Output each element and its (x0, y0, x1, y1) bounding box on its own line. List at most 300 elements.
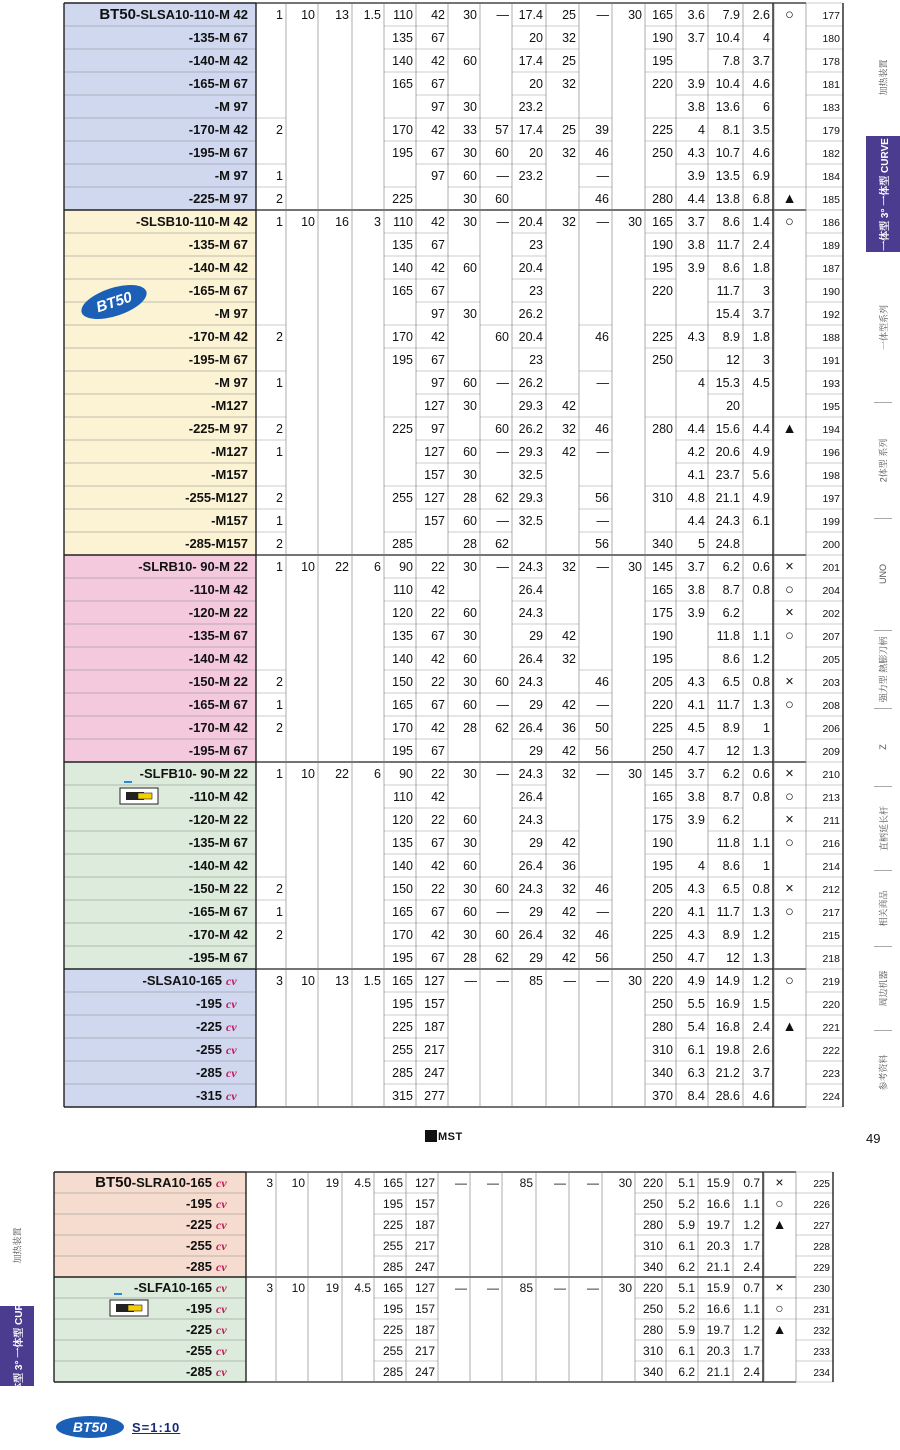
table-cell: 67 (431, 698, 445, 712)
table-cell: 183 (822, 102, 840, 114)
table-cell: 220 (652, 974, 673, 988)
table-cell: 145 (652, 560, 673, 574)
table-cell: 250 (652, 353, 673, 367)
table-cell: 1.5 (752, 997, 770, 1011)
product-name: -165-M 67 (188, 904, 248, 919)
table-cell: — (496, 767, 509, 781)
table-cell: 60 (463, 652, 477, 666)
table-cell: 181 (822, 79, 840, 91)
product-name: -285 (195, 1065, 222, 1080)
table-cell: 15.4 (715, 307, 740, 321)
table-cell: 22 (431, 675, 445, 689)
product-name: -195-M 67 (188, 743, 248, 758)
table-cell: 19 (325, 1176, 339, 1190)
table-cell: 150 (392, 675, 413, 689)
table-cell: 4.4 (752, 422, 770, 436)
table-cell: 1.4 (752, 215, 770, 229)
side-tab[interactable]: 一体型系列 (878, 304, 889, 350)
table-cell: 22 (431, 882, 445, 896)
product-name: -SLFA10-165 (133, 1280, 212, 1295)
table-cell: 340 (652, 1066, 673, 1080)
table-cell: ○ (785, 697, 794, 713)
table-cell: 250 (652, 146, 673, 160)
table-cell: 13 (335, 974, 349, 988)
table-cell: 310 (642, 1344, 663, 1358)
table-cell: 29.3 (518, 491, 543, 505)
table-cell: 3.8 (687, 100, 705, 114)
table-cell: 200 (822, 539, 840, 551)
table-cell: 8.6 (722, 215, 740, 229)
table-cell: 85 (519, 1176, 533, 1190)
table-cell: 211 (823, 815, 840, 827)
table-cell: 255 (382, 1239, 403, 1253)
table-cell: 6.2 (678, 1260, 695, 1274)
table-cell: 2.4 (752, 238, 770, 252)
table-cell: 4.5 (354, 1281, 371, 1295)
table-cell: 6 (374, 560, 381, 574)
table-cell: — (596, 767, 609, 781)
cv-mark: cv (216, 1260, 227, 1274)
product-name: -M127 (211, 444, 248, 459)
table-cell: 30 (463, 468, 477, 482)
table-cell: 24.3 (518, 813, 543, 827)
product-name: -170-M 42 (188, 329, 248, 344)
cv-mark: cv (216, 1197, 227, 1211)
table-cell: 36 (562, 859, 576, 873)
side-tab[interactable]: 2体型 系列 (878, 438, 889, 482)
table-cell: 5 (698, 537, 705, 551)
table-cell: 127 (424, 445, 445, 459)
side-tab[interactable]: 一体型 3° 一体型 CURVE (866, 136, 900, 252)
product-name: -135-M 67 (188, 628, 248, 643)
table-cell: — (496, 514, 509, 528)
table-cell: 3 (763, 353, 770, 367)
table-cell: 15.9 (706, 1176, 730, 1190)
table-cell: 157 (424, 997, 445, 1011)
table-cell: 170 (392, 123, 413, 137)
table-cell: 4.8 (687, 491, 705, 505)
table-cell: 127 (424, 399, 445, 413)
table-cell: 23.2 (518, 169, 543, 183)
product-name: -285 (185, 1259, 212, 1274)
product-name: -SLRB10- 90-M 22 (138, 559, 248, 574)
table-cell: — (587, 1176, 599, 1190)
table-cell: 42 (431, 261, 445, 275)
table-cell: 0.6 (752, 767, 770, 781)
table-cell: — (596, 560, 609, 574)
table-cell: 165 (652, 583, 673, 597)
table-cell: 220 (652, 698, 673, 712)
table-cell: 60 (495, 675, 509, 689)
table-cell: 196 (822, 447, 840, 459)
table-cell: 3.7 (752, 1066, 770, 1080)
table-cell: 28 (463, 491, 477, 505)
table-cell: — (487, 1176, 499, 1190)
side-tab[interactable]: 周边机器 (878, 969, 889, 1007)
table-cell: 1.3 (752, 744, 770, 758)
table-cell: 13 (335, 8, 349, 22)
table-cell: 197 (822, 493, 840, 505)
scale-label: S=1:10 (132, 1420, 181, 1435)
side-tab[interactable]: 强力型 熱膨刀柄 (878, 636, 889, 702)
table-cell: 67 (431, 77, 445, 91)
table-cell: — (496, 560, 509, 574)
product-name: -285 (185, 1364, 212, 1379)
table-cell: ○ (785, 582, 794, 598)
table-cell: 20 (529, 31, 543, 45)
product-name: -110-M 42 (189, 789, 248, 804)
product-name: -M157 (211, 513, 248, 528)
table-cell: 195 (392, 744, 413, 758)
table-cell: 205 (652, 882, 673, 896)
table-cell: 2.4 (752, 1020, 770, 1034)
table-cell: 220 (642, 1176, 663, 1190)
table-cell: 42 (562, 399, 576, 413)
table-cell: 1 (276, 560, 283, 574)
product-name: -285-M157 (185, 536, 248, 551)
table-cell: 46 (595, 330, 609, 344)
table-cell: 140 (392, 652, 413, 666)
table-cell: 202 (822, 608, 840, 620)
table-cell: — (496, 376, 509, 390)
cv-mark: cv (216, 1365, 227, 1379)
table-cell: 6.2 (722, 606, 740, 620)
table-cell: 28 (463, 951, 477, 965)
page-number: 49 (866, 1131, 881, 1146)
table-cell: 16 (335, 215, 349, 229)
table-cell: 157 (424, 514, 445, 528)
cv-mark: cv (216, 1281, 227, 1295)
table-cell: 62 (495, 537, 509, 551)
table-cell: 24.3 (518, 767, 543, 781)
table-cell: 60 (495, 422, 509, 436)
table-cell: 0.8 (752, 790, 770, 804)
table-cell: 217 (414, 1344, 435, 1358)
table-cell: 222 (822, 1045, 840, 1057)
table-cell: 60 (495, 146, 509, 160)
table-cell: 6.8 (752, 192, 770, 206)
table-cell: 14.9 (715, 974, 740, 988)
table-cell: 19.7 (706, 1323, 730, 1337)
table-cell: 22 (431, 813, 445, 827)
table-cell: 1.8 (752, 261, 770, 275)
side-tab[interactable]: 加热装置 (878, 58, 889, 96)
table-cell: — (596, 905, 609, 919)
table-cell: 24.3 (715, 514, 740, 528)
table-cell: 203 (822, 677, 840, 689)
table-cell: 165 (392, 284, 413, 298)
side-tab[interactable]: UNO (878, 564, 888, 584)
table-cell: 15.6 (715, 422, 740, 436)
table-cell: ○ (785, 7, 794, 23)
table-cell: — (596, 376, 609, 390)
table-cell: 32 (562, 882, 576, 896)
table-cell: 22 (431, 560, 445, 574)
table-cell: 29 (529, 698, 543, 712)
product-name: -225-M 97 (188, 191, 248, 206)
table-cell: 21.2 (715, 1066, 740, 1080)
table-cell: 60 (495, 330, 509, 344)
table-cell: 1.1 (752, 629, 770, 643)
table-cell: 140 (392, 261, 413, 275)
table-cell: 1.5 (363, 8, 381, 22)
table-cell: 213 (822, 792, 840, 804)
table-cell: 30 (463, 882, 477, 896)
table-cell: 1 (276, 445, 283, 459)
table-cell: 220 (652, 77, 673, 91)
product-name: -195 (185, 1196, 212, 1211)
table-cell: 3.8 (687, 583, 705, 597)
table-cell: 67 (431, 31, 445, 45)
table-cell: 8.6 (722, 261, 740, 275)
table-cell: — (587, 1281, 599, 1295)
table-cell: 4.4 (687, 422, 705, 436)
table-cell: 135 (392, 238, 413, 252)
table-cell: 8.6 (722, 652, 740, 666)
table-cell: ○ (785, 973, 794, 989)
table-cell: 3.7 (687, 215, 705, 229)
table-cell: 165 (392, 698, 413, 712)
table-cell: 0.7 (743, 1281, 760, 1295)
table-cell: 340 (652, 537, 673, 551)
table-cell: 165 (392, 77, 413, 91)
spec-table-bottom-grid (0, 1168, 900, 1388)
table-cell: 42 (431, 330, 445, 344)
table-cell: ▲ (772, 1216, 787, 1232)
table-cell: 17.4 (518, 54, 543, 68)
table-cell: 127 (424, 974, 445, 988)
table-cell: 19.8 (715, 1043, 740, 1057)
table-cell: 195 (652, 859, 673, 873)
table-cell: 3.7 (687, 560, 705, 574)
table-cell: × (785, 605, 794, 621)
table-cell: 209 (822, 746, 840, 758)
product-name: -135-M 67 (188, 835, 248, 850)
table-cell: 280 (652, 1020, 673, 1034)
table-cell: 4.5 (354, 1176, 371, 1190)
table-cell: 32 (562, 422, 576, 436)
product-name: -170-M 42 (188, 720, 248, 735)
table-cell: 6.5 (722, 675, 740, 689)
table-cell: 24.3 (518, 882, 543, 896)
table-cell: 1.2 (752, 974, 770, 988)
table-cell: 60 (495, 928, 509, 942)
table-cell: 30 (463, 100, 477, 114)
table-cell: 191 (822, 355, 840, 367)
table-cell: 2 (276, 928, 283, 942)
table-cell: 12 (726, 951, 740, 965)
table-cell: 110 (393, 8, 413, 22)
table-cell: 24.3 (518, 560, 543, 574)
table-cell: — (596, 445, 609, 459)
table-cell: 6.2 (722, 767, 740, 781)
product-name: -120-M 22 (188, 605, 248, 620)
cv-mark: cv (226, 1020, 237, 1034)
side-tab[interactable]: 直柄延长杆 (878, 805, 889, 851)
table-cell: 234 (813, 1368, 830, 1379)
table-cell: — (487, 1281, 499, 1295)
table-cell: 6.1 (678, 1344, 695, 1358)
table-cell: 32 (562, 767, 576, 781)
table-cell: 4.1 (687, 698, 705, 712)
table-cell: 29.3 (518, 399, 543, 413)
table-cell: 8.7 (722, 790, 740, 804)
table-cell: 4 (763, 31, 770, 45)
table-cell: 255 (392, 1043, 413, 1057)
table-cell: 20.3 (706, 1344, 730, 1358)
table-cell: 1.2 (743, 1323, 760, 1337)
cv-mark: cv (216, 1302, 227, 1316)
side-tab[interactable]: 相关商品 (878, 889, 889, 927)
table-cell: 1.3 (752, 951, 770, 965)
table-cell: 16.6 (706, 1197, 730, 1211)
table-cell: 165 (382, 1176, 403, 1190)
table-cell: 8.9 (722, 928, 740, 942)
table-cell: 13.6 (715, 100, 740, 114)
table-cell: 4.1 (687, 468, 705, 482)
table-cell: 42 (562, 445, 576, 459)
product-name: -150-M 22 (188, 674, 248, 689)
table-cell: 22 (335, 560, 349, 574)
table-cell: 189 (822, 240, 840, 252)
table-cell: 220 (642, 1281, 663, 1295)
table-cell: 217 (414, 1239, 435, 1253)
table-cell: 26.4 (518, 721, 543, 735)
side-tab[interactable]: Z (878, 744, 888, 750)
side-tab[interactable]: 加热装置 (12, 1226, 23, 1264)
table-cell: ▲ (782, 421, 797, 437)
table-cell: 4.3 (687, 882, 705, 896)
table-cell: 6 (763, 100, 770, 114)
table-cell: 30 (463, 399, 477, 413)
table-cell: 3 (266, 1176, 273, 1190)
table-cell: × (775, 1174, 784, 1190)
table-cell: — (455, 1176, 467, 1190)
table-cell: 285 (392, 1066, 413, 1080)
table-cell: 280 (652, 192, 673, 206)
table-cell: 1 (276, 767, 283, 781)
table-cell: 4 (698, 123, 705, 137)
table-cell: 225 (652, 721, 673, 735)
table-cell: 3.5 (752, 123, 770, 137)
table-cell: 3.9 (687, 606, 705, 620)
table-cell: 247 (414, 1260, 435, 1274)
table-cell: 225 (652, 123, 673, 137)
table-cell: 97 (431, 376, 445, 390)
table-cell: 42 (562, 629, 576, 643)
table-cell: 20.4 (518, 215, 543, 229)
table-cell: 127 (424, 491, 445, 505)
table-cell: 226 (813, 1200, 830, 1211)
table-cell: 10 (301, 767, 315, 781)
table-cell: 7.8 (722, 54, 740, 68)
table-cell: 36 (562, 721, 576, 735)
table-cell: 29 (529, 951, 543, 965)
table-cell: 110 (393, 215, 413, 229)
table-cell: 217 (424, 1043, 445, 1057)
side-tab[interactable]: 参考资料 (878, 1053, 889, 1091)
table-cell: 310 (652, 491, 673, 505)
table-cell: 10 (291, 1281, 305, 1295)
table-cell: 3 (276, 974, 283, 988)
table-cell: 250 (642, 1302, 663, 1316)
table-cell: ○ (775, 1300, 784, 1316)
table-cell: 3 (374, 215, 381, 229)
table-cell: 225 (392, 1020, 413, 1034)
table-cell: — (596, 514, 609, 528)
table-cell: 20.4 (518, 330, 543, 344)
table-cell: 60 (463, 859, 477, 873)
table-cell: 205 (822, 654, 840, 666)
table-cell: × (785, 881, 794, 897)
product-name: -255 (195, 1042, 222, 1057)
table-cell: 6.2 (722, 813, 740, 827)
table-cell: 145 (652, 767, 673, 781)
table-cell: 250 (642, 1197, 663, 1211)
table-cell: 30 (628, 767, 642, 781)
table-cell: 178 (822, 56, 840, 68)
table-cell: 8.1 (722, 123, 740, 137)
table-cell: 225 (382, 1323, 403, 1337)
table-cell: 182 (822, 148, 840, 160)
table-cell: 19.7 (706, 1218, 730, 1232)
table-cell: 30 (628, 8, 642, 22)
table-cell: 190 (652, 629, 673, 643)
table-cell: 42 (431, 8, 445, 22)
table-cell: 340 (642, 1365, 663, 1379)
table-cell: 1.1 (743, 1302, 760, 1316)
table-cell: 165 (652, 790, 673, 804)
table-cell: 3.6 (687, 8, 705, 22)
table-cell: 0.8 (752, 583, 770, 597)
product-name: -165-M 67 (188, 76, 248, 91)
table-cell: 225 (813, 1179, 830, 1190)
table-cell: 30 (628, 974, 642, 988)
table-cell: 21.1 (715, 491, 740, 505)
table-cell: — (496, 905, 509, 919)
table-cell: 62 (495, 491, 509, 505)
side-tab[interactable]: 一体型 3° 一体型 CURVE (0, 1306, 34, 1386)
table-cell: 165 (652, 215, 673, 229)
table-cell: 1 (763, 859, 770, 873)
table-cell: 4.9 (752, 491, 770, 505)
table-cell: 5.1 (678, 1281, 695, 1295)
table-cell: 6.5 (722, 882, 740, 896)
table-cell: 30 (463, 560, 477, 574)
table-cell: 195 (392, 146, 413, 160)
table-cell: 46 (595, 675, 609, 689)
product-name: -195-M 67 (188, 145, 248, 160)
table-cell: 25 (562, 8, 576, 22)
table-cell: 97 (431, 422, 445, 436)
product-name: -225 (185, 1217, 212, 1232)
table-cell: 2 (276, 721, 283, 735)
table-cell: 195 (382, 1302, 403, 1316)
table-cell: 310 (652, 1043, 673, 1057)
table-cell: 2.6 (752, 8, 770, 22)
table-cell: — (496, 169, 509, 183)
table-cell: 20 (529, 146, 543, 160)
table-cell: 165 (382, 1281, 403, 1295)
table-cell: 46 (595, 422, 609, 436)
table-cell: 10 (301, 8, 315, 22)
table-cell: 10 (301, 974, 315, 988)
table-cell: 4.2 (687, 445, 705, 459)
table-cell: 1.7 (743, 1344, 760, 1358)
table-cell: 42 (562, 905, 576, 919)
table-cell: 67 (431, 951, 445, 965)
table-cell: 6.2 (722, 560, 740, 574)
